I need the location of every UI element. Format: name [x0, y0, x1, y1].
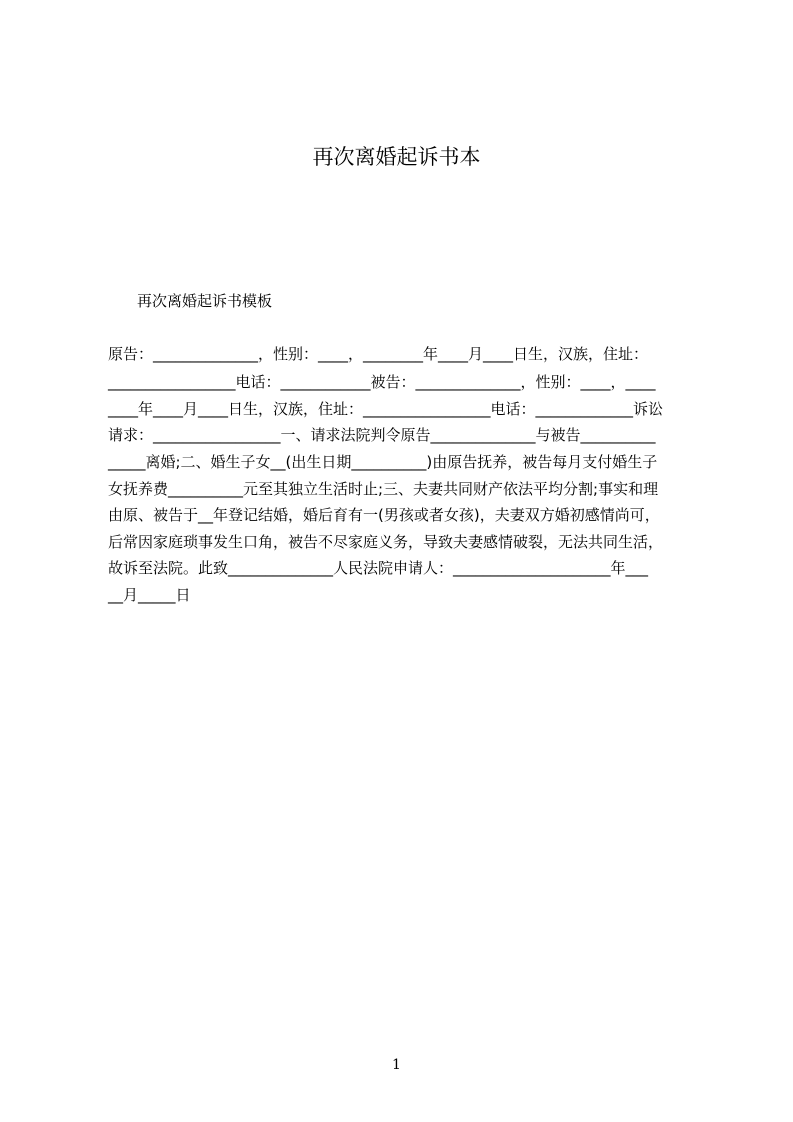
- body-line: 请求：_________________一、请求法院判令原告______________与被告__________: [108, 426, 656, 444]
- body-line: __月_____日: [108, 586, 191, 604]
- body-line: 由原、被告于__年登记结婚，婚后育有一(男孩或者女孩)，夫妻双方婚初感情尚可，: [108, 506, 660, 524]
- body-line: 后常因家庭琐事发生口角，被告不尽家庭义务，导致夫妻感情破裂，无法共同生活，: [108, 533, 664, 551]
- page-number: 1: [392, 1057, 401, 1073]
- document-title: 再次离婚起诉书本: [312, 145, 481, 169]
- body-line: ____年____月____日生，汉族，住址：_________________电话：_____________诉讼: [108, 400, 664, 418]
- body-line: _____离婚;二、婚生子女__(出生日期__________)由原告抚养，被告每月支付婚生子: [108, 453, 658, 471]
- document-subtitle: 再次离婚起诉书模板: [137, 292, 273, 310]
- body-line: 女抚养费__________元至其独立生活时止;三、夫妻共同财产依法平均分割;事实和理: [108, 480, 659, 498]
- body-line: 故诉至法院。此致______________人民法院申请人：_____________________年___: [108, 559, 649, 577]
- body-line: _________________电话：____________被告：______________，性别：____，____: [108, 373, 656, 391]
- body-line: 原告：______________，性别：____，________年____月____日生，汉族，住址：: [108, 345, 649, 363]
